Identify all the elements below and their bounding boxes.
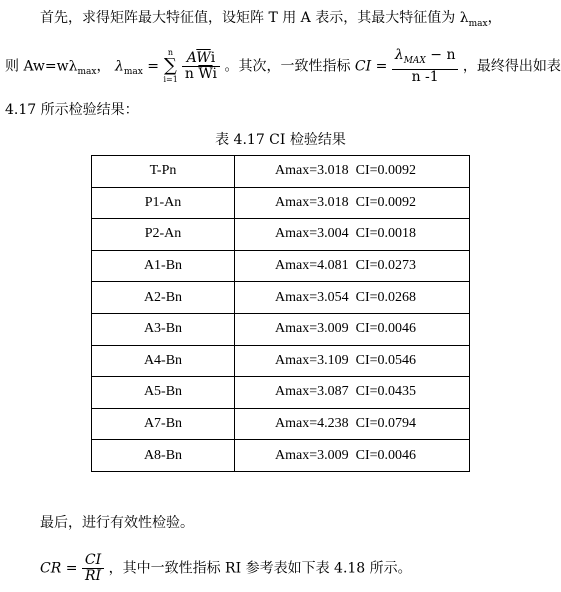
table-row bbox=[92, 313, 470, 345]
matrix-name-cell: P1-An bbox=[92, 187, 235, 219]
matrix-name-cell: A1-Bn bbox=[92, 250, 235, 282]
fraction-denominator: n -1 bbox=[411, 68, 439, 85]
table-row bbox=[92, 440, 470, 472]
result-cell: Amax=3.009 CI=0.0046 bbox=[235, 440, 470, 472]
matrix-name-cell: A3-Bn bbox=[92, 313, 235, 345]
equals-sign: = bbox=[65, 560, 78, 577]
cr-symbol: CR bbox=[40, 560, 62, 577]
text-segment: i bbox=[210, 49, 216, 66]
paragraph2-line1: 最后，进行有效性检验。 bbox=[40, 515, 194, 531]
subscript: MAX bbox=[403, 55, 426, 66]
subscript: max bbox=[77, 67, 97, 78]
fraction-ci-formula bbox=[392, 48, 459, 85]
result-cell: Amax=3.009 CI=0.0046 bbox=[235, 313, 470, 345]
result-cell: Amax=3.054 CI=0.0268 bbox=[235, 282, 470, 314]
table-row bbox=[92, 250, 470, 282]
text-segment: ，最终得出如表 bbox=[462, 58, 561, 75]
table-row bbox=[92, 282, 470, 314]
ci-symbol: CI bbox=[354, 58, 372, 75]
result-cell: Amax=3.087 CI=0.0435 bbox=[235, 377, 470, 409]
table-row bbox=[92, 377, 470, 409]
text-segment: 。其次，一致性指标 bbox=[224, 58, 351, 75]
subscript: max bbox=[123, 67, 143, 78]
text-segment: $\overline{W}$ bbox=[196, 49, 211, 66]
fraction-denominator bbox=[182, 67, 220, 82]
table-row bbox=[92, 408, 470, 440]
result-cell: Amax=3.018 CI=0.0092 bbox=[235, 187, 470, 219]
matrix-name-cell: A4-Bn bbox=[92, 345, 235, 377]
lambda-symbol: λ bbox=[114, 58, 124, 75]
lambda-symbol: λ bbox=[394, 47, 404, 63]
equals-sign: = bbox=[375, 58, 388, 75]
text-segment: $\overline{W}$ bbox=[198, 65, 213, 82]
text-segment: ，其中一致性指标 RI 参考表如下表 4.18 所示。 bbox=[108, 560, 412, 577]
paragraph1-line2 bbox=[5, 48, 561, 87]
paragraph2-line2 bbox=[40, 553, 412, 584]
fraction-numerator bbox=[392, 48, 459, 70]
text-segment: ， bbox=[487, 10, 502, 26]
fraction-denominator: RI bbox=[84, 568, 102, 584]
fraction-ci-over-ri bbox=[82, 553, 104, 584]
text-segment: i bbox=[212, 65, 218, 82]
matrix-name-cell: A5-Bn bbox=[92, 377, 235, 409]
matrix-name-cell: T-Pn bbox=[92, 156, 235, 188]
matrix-name-cell: A7-Bn bbox=[92, 408, 235, 440]
result-cell: Amax=4.238 CI=0.0794 bbox=[235, 408, 470, 440]
text-segment: − n bbox=[425, 47, 456, 63]
text-segment: ， bbox=[96, 58, 111, 75]
result-cell: Amax=3.109 CI=0.0546 bbox=[235, 345, 470, 377]
sigma-symbol: ∑ bbox=[164, 55, 177, 77]
fraction-aw-over-nw bbox=[182, 51, 220, 82]
text-segment: 则 Aw=wλ bbox=[5, 58, 78, 75]
subscript: max bbox=[468, 18, 488, 29]
table-body bbox=[92, 156, 470, 472]
ci-result-table bbox=[91, 155, 470, 472]
table-caption: 表 4.17 CI 检验结果 bbox=[215, 132, 346, 148]
paragraph1-line3: 4.17 所示检验结果： bbox=[5, 102, 139, 118]
equals-sign: = bbox=[147, 58, 159, 75]
result-cell: Amax=3.018 CI=0.0092 bbox=[235, 156, 470, 188]
matrix-name-cell: A8-Bn bbox=[92, 440, 235, 472]
text-segment: A bbox=[186, 49, 197, 66]
sum-lower-limit: i=1 bbox=[163, 75, 178, 85]
result-cell: Amax=4.081 CI=0.0273 bbox=[235, 250, 470, 282]
paragraph1-line1 bbox=[40, 9, 502, 33]
summation bbox=[163, 48, 177, 84]
table-row bbox=[92, 156, 470, 188]
text-segment: 首先，求得矩阵最大特征值，设矩阵 T 用 A 表示，其最大特征值为 λ bbox=[40, 10, 469, 26]
sum-upper-limit: n bbox=[167, 48, 174, 58]
table-row bbox=[92, 219, 470, 251]
fraction-numerator: CI bbox=[82, 553, 104, 569]
text-segment: n bbox=[184, 65, 199, 82]
table-row bbox=[92, 187, 470, 219]
matrix-name-cell: P2-An bbox=[92, 219, 235, 251]
result-cell: Amax=3.004 CI=0.0018 bbox=[235, 219, 470, 251]
matrix-name-cell: A2-Bn bbox=[92, 282, 235, 314]
table-row bbox=[92, 345, 470, 377]
fraction-numerator bbox=[182, 51, 220, 67]
